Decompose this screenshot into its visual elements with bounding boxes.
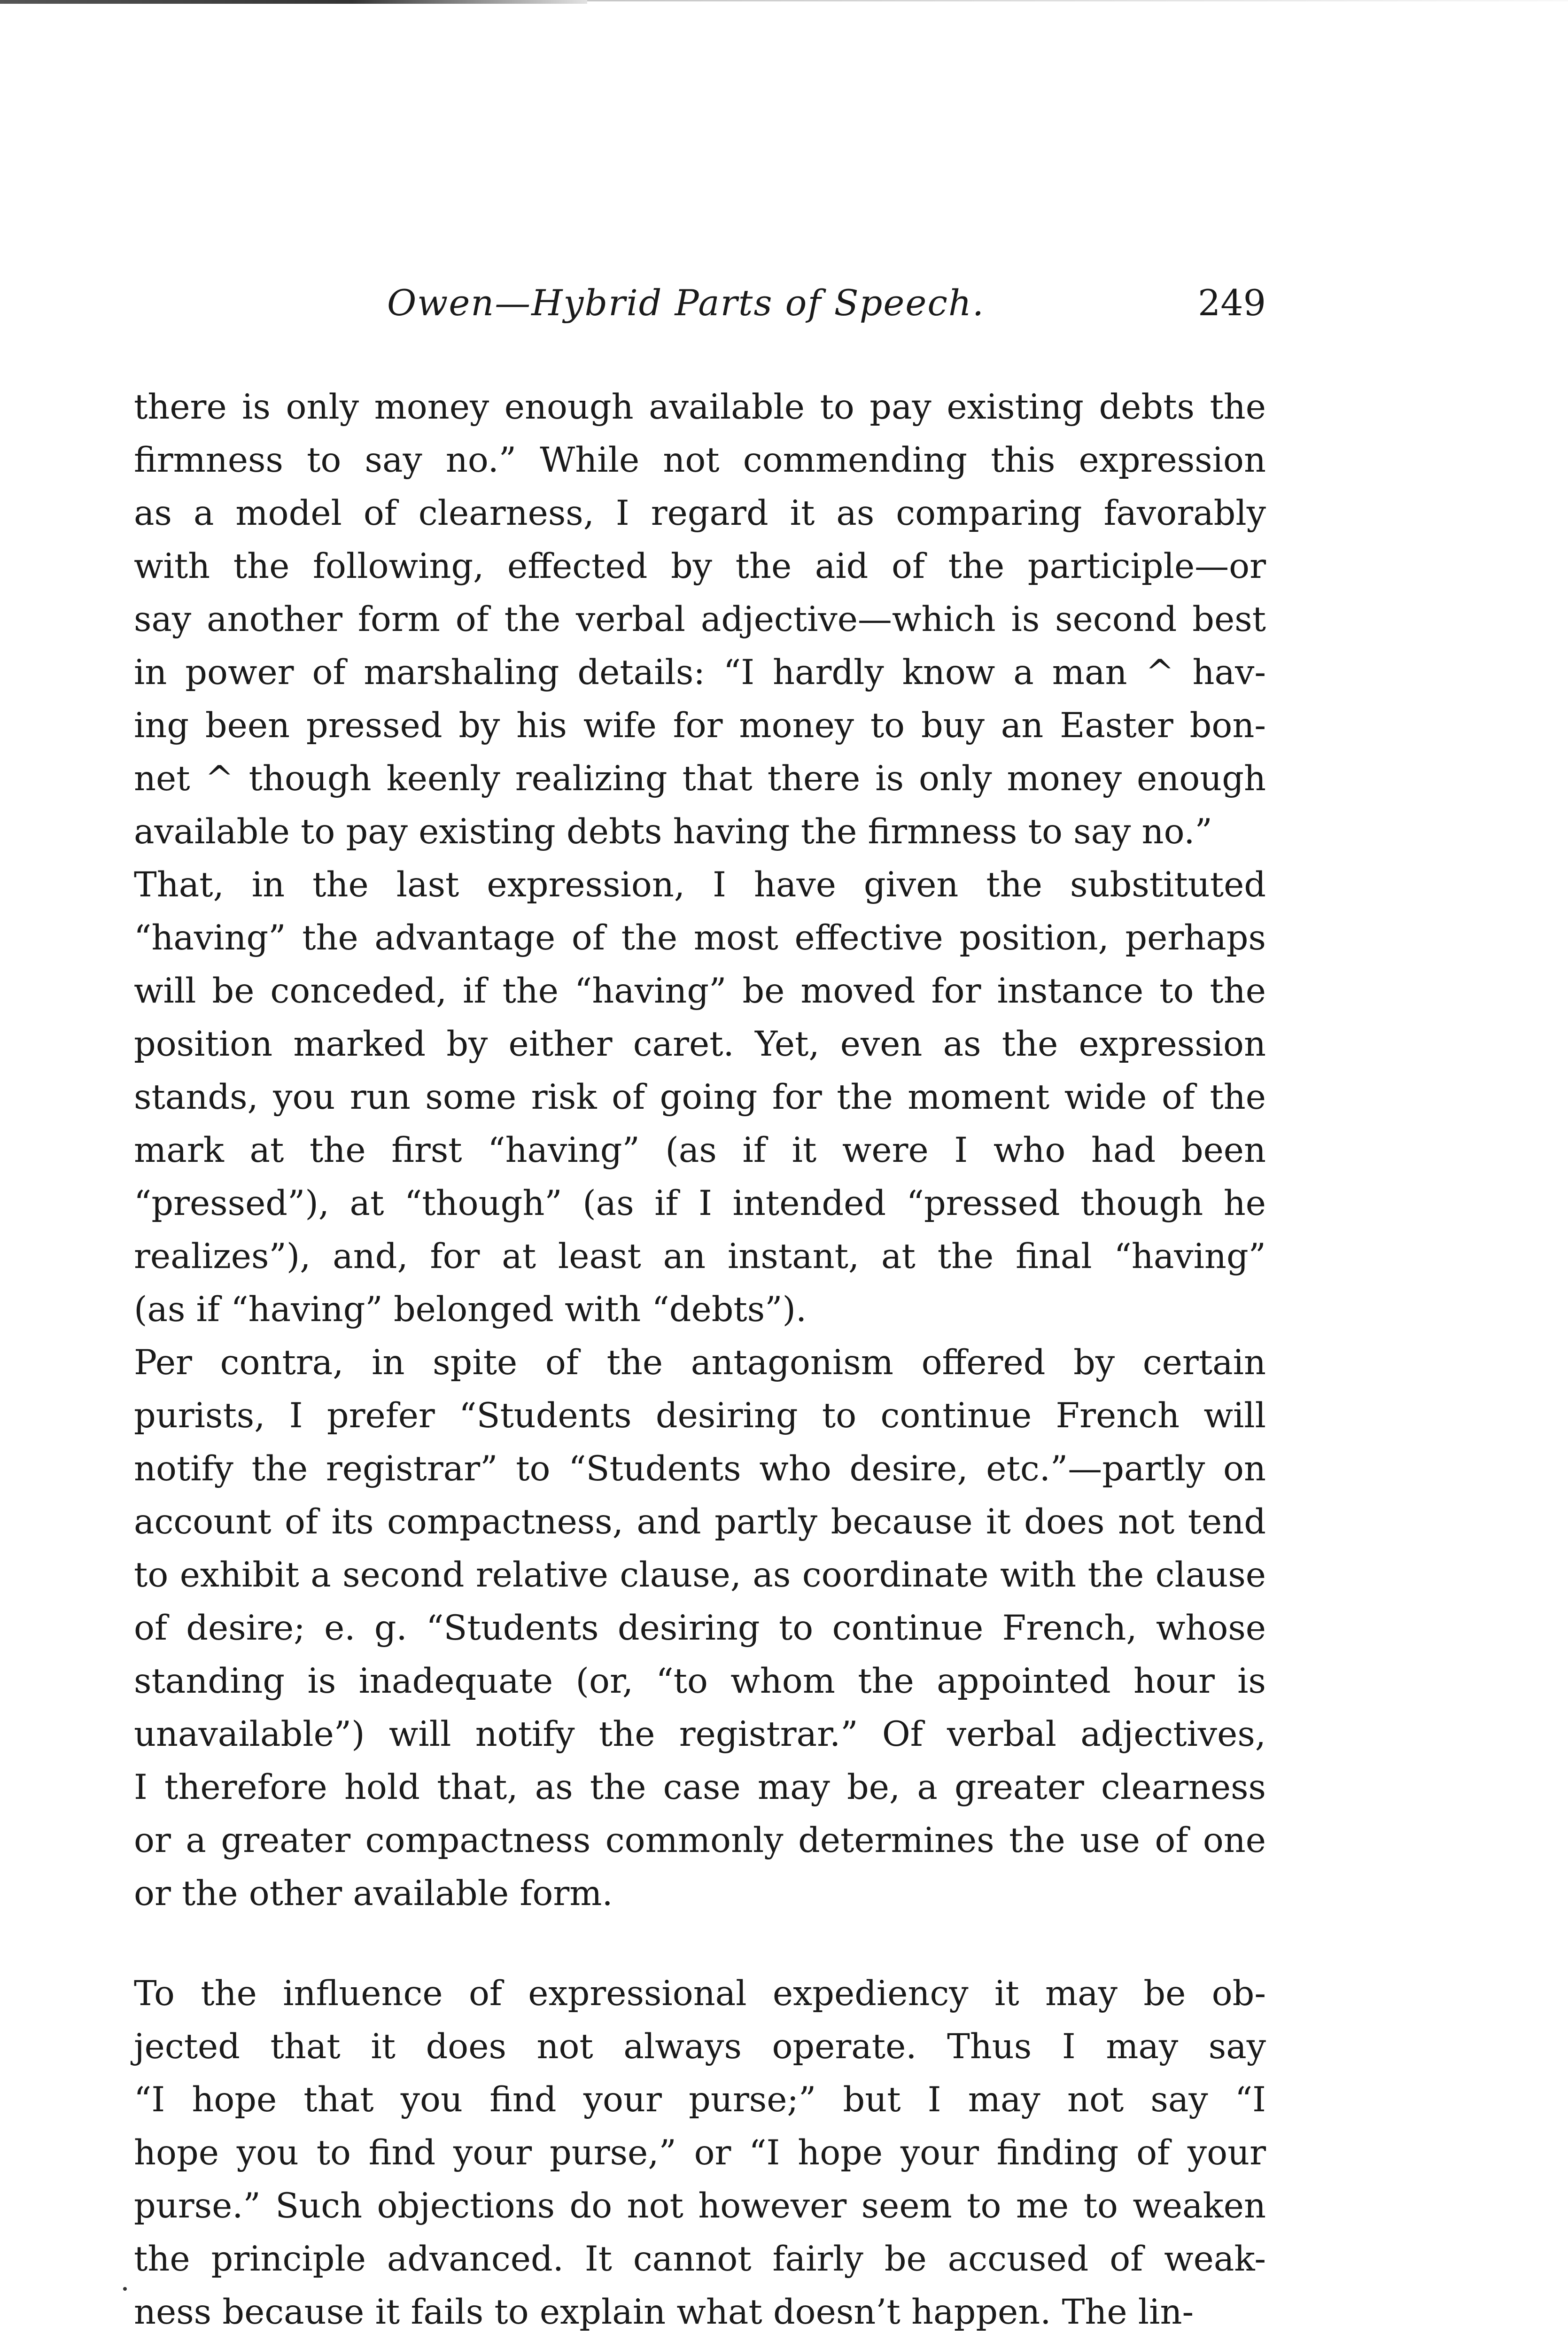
text-line: “I hope that you find your purse;” but I may not say “I <box>134 2080 1266 2120</box>
page-top-edge-fade <box>587 0 1568 1</box>
text-line: net ^ though keenly realizing that there is only money enough <box>134 759 1266 799</box>
text-line: jected that it does not always operate. Thus I may say <box>134 2027 1266 2067</box>
page-top-edge <box>0 0 587 4</box>
running-title: Owen—Hybrid Parts of Speech. <box>387 282 985 324</box>
text-line: the principle advanced. It cannot fairly be accused of weak- <box>134 2239 1266 2279</box>
text-line: to exhibit a second relative clause, as coordinate with the clause <box>134 1555 1266 1595</box>
text-line: purse.” Such objections do not however seem to me to weaken <box>134 2186 1266 2226</box>
paragraph-4 <box>134 1967 1266 2339</box>
text-line: That, in the last expression, I have given the substituted <box>134 865 1266 905</box>
text-line: in power of marshaling details: “I hardly know a man ^ hav- <box>134 653 1266 692</box>
running-head <box>134 282 1266 338</box>
text-line: will be conceded, if the “having” be moved for instance to the <box>134 971 1266 1011</box>
paragraph-3 <box>134 1336 1266 1920</box>
text-line: notify the registrar” to “Students who desire, etc.”—partly on <box>134 1449 1266 1489</box>
text-line: ness because it fails to explain what doesn’t happen. The lin- <box>134 2292 1194 2332</box>
text-line: (as if “having” belonged with “debts”). <box>134 1290 807 1330</box>
paragraph-1 <box>134 381 1266 858</box>
section-gap <box>134 1920 1266 1967</box>
text-line: ing been pressed by his wife for money to buy an Easter bon- <box>134 706 1266 746</box>
text-line: hope you to find your purse,” or “I hope your finding of your <box>134 2133 1266 2173</box>
book-page <box>134 282 1266 2339</box>
text-line: as a model of clearness, I regard it as comparing favorably <box>134 493 1266 533</box>
text-line: account of its compactness, and partly because it does not tend <box>134 1502 1266 1542</box>
text-line: there is only money enough available to pay existing debts the <box>134 387 1266 427</box>
text-line: with the following, effected by the aid of the participle—or <box>134 546 1266 586</box>
text-line: “pressed”), at “though” (as if I intended “pressed though he <box>134 1183 1266 1223</box>
text-line: Per contra, in spite of the antagonism offered by certain <box>134 1343 1266 1383</box>
text-line: position marked by either caret. Yet, even as the expression <box>134 1024 1266 1064</box>
text-line: of desire; e. g. “Students desiring to continue French, whose <box>134 1608 1266 1648</box>
paragraph-2 <box>134 858 1266 1336</box>
text-line: realizes”), and, for at least an instant, at the final “having” <box>134 1237 1266 1276</box>
body-text <box>134 381 1266 2339</box>
text-line: “having” the advantage of the most effective position, perhaps <box>134 918 1266 958</box>
text-line: mark at the first “having” (as if it were I who had been <box>134 1130 1266 1170</box>
text-line: purists, I prefer “Students desiring to continue French will <box>134 1396 1266 1436</box>
text-line: To the influence of expressional expediency it may be ob- <box>134 1974 1266 2014</box>
text-line: or the other available form. <box>134 1874 613 1913</box>
margin-speck <box>123 2287 127 2291</box>
text-line: say another form of the verbal adjective—which is second best <box>134 599 1266 639</box>
text-line: firmness to say no.” While not commending this expression <box>134 440 1266 480</box>
text-line: unavailable”) will notify the registrar.” Of verbal adjectives, <box>134 1714 1266 1754</box>
text-line: stands, you run some risk of going for the moment wide of the <box>134 1077 1266 1117</box>
text-line: available to pay existing debts having the firmness to say no.” <box>134 812 1212 852</box>
text-line: or a greater compactness commonly determines the use of one <box>134 1820 1266 1860</box>
page-number: 249 <box>1197 282 1266 324</box>
text-line: standing is inadequate (or, “to whom the appointed hour is <box>134 1661 1266 1701</box>
text-line: I therefore hold that, as the case may be, a greater clearness <box>134 1767 1266 1807</box>
